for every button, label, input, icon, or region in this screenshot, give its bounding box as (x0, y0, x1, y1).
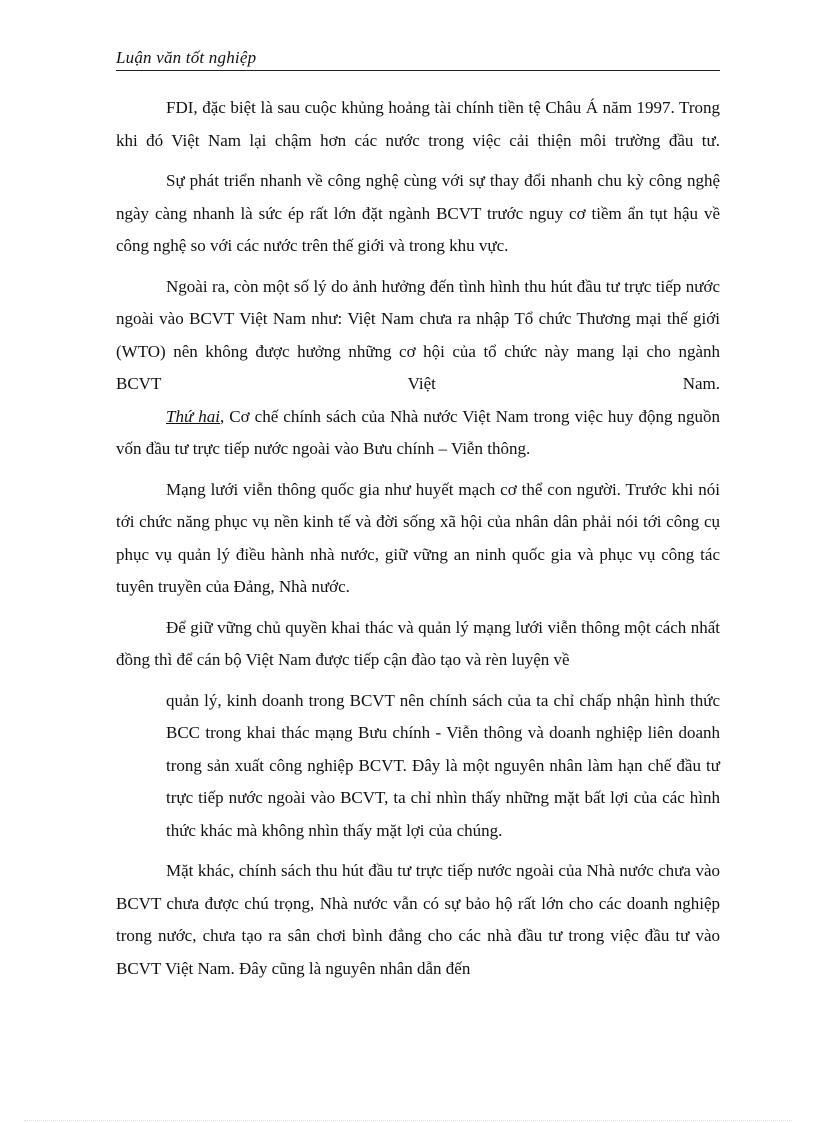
paragraph-2 (116, 165, 720, 263)
paragraph-3-text: Ngoài ra, còn một số lý do ảnh hưởng đến tình hình thu hút đầu tư trực tiếp nước ngoài vào BCVT Việt Nam như: Việt Nam chưa ra nhập Tổ chức Thương mại thế giới (WTO) nên không được hưởng những cơ hội của tổ chức này mang lại cho ngành BCVT Việt Nam. (116, 276, 720, 393)
paragraph-7 (116, 685, 720, 848)
page-bottom-divider (24, 1120, 792, 1121)
paragraph-1-text: FDI, đặc biệt là sau cuộc khủng hoảng tài chính tiền tệ Châu Á năm 1997. Trong khi đó Việt Nam lại chậm hơn các nước trong việc cải thiện môi trường đầu tư. (116, 98, 720, 150)
paragraph-8 (116, 855, 720, 985)
paragraph-5-text: Mạng lưới viễn thông quốc gia như huyết mạch cơ thể con người. Trước khi nói tới chức năng phục vụ nền kinh tế và đời sống xã hội của nhân dân phải nói tới công cụ phục vụ quản lý điều hành nhà nước, giữ vững an ninh quốc gia và phục vụ công tác tuyên truyền của Đảng, Nhà nước. (116, 479, 720, 596)
paragraph-1 (116, 92, 720, 157)
paragraph-6-text: Để giữ vững chủ quyền khai thác và quản lý mạng lưới viễn thông một cách nhất đồng thì để cán bộ Việt Nam được tiếp cận đào tạo và rèn luyện về (116, 617, 720, 669)
page-header (116, 48, 720, 71)
paragraph-4 (116, 401, 720, 466)
paragraph-2-text: Sự phát triển nhanh về công nghệ cùng với sự thay đổi nhanh chu kỳ công nghệ ngày càng nhanh là sức ép rất lớn đặt ngành BCVT trước nguy cơ tiềm ẩn tụt hậu về công nghệ so với các nước trên thế giới và trong khu vực. (116, 171, 720, 255)
paragraph-6 (116, 612, 720, 677)
paragraph-3 (116, 271, 720, 401)
paragraph-4-emphasis: Thứ hai (166, 406, 220, 426)
paragraph-4-text: , Cơ chế chính sách của Nhà nước Việt Nam trong việc huy động nguồn vốn đầu tư trực tiếp nước ngoài vào Bưu chính – Viễn thông. (116, 406, 721, 458)
document-body (116, 92, 720, 993)
paragraph-8-text: Mặt khác, chính sách thu hút đầu tư trực tiếp nước ngoài của Nhà nước chưa vào BCVT chưa được chú trọng, Nhà nước vẫn có sự bảo hộ rất lớn cho các doanh nghiệp trong nước, chưa tạo ra sân chơi bình đẳng cho các nhà đầu tư trong việc đầu tư vào BCVT Việt Nam. Đây cũng là nguyên nhân dẫn đến (116, 861, 720, 978)
paragraph-7-text: quản lý, kinh doanh trong BCVT nên chính sách của ta chỉ chấp nhận hình thức BCC trong khai thác mạng Bưu chính - Viễn thông và doanh nghiệp liên doanh trong sản xuất công nghiệp BCVT. Đây là một nguyên nhân làm hạn chế đầu tư trực tiếp nước ngoài vào BCVT, ta chỉ nhìn thấy những mặt bất lợi của các hình thức khác mà không nhìn thấy mặt lợi của chúng. (166, 690, 720, 840)
header-title: Luận văn tốt nghiệp (116, 48, 257, 67)
paragraph-5 (116, 474, 720, 604)
